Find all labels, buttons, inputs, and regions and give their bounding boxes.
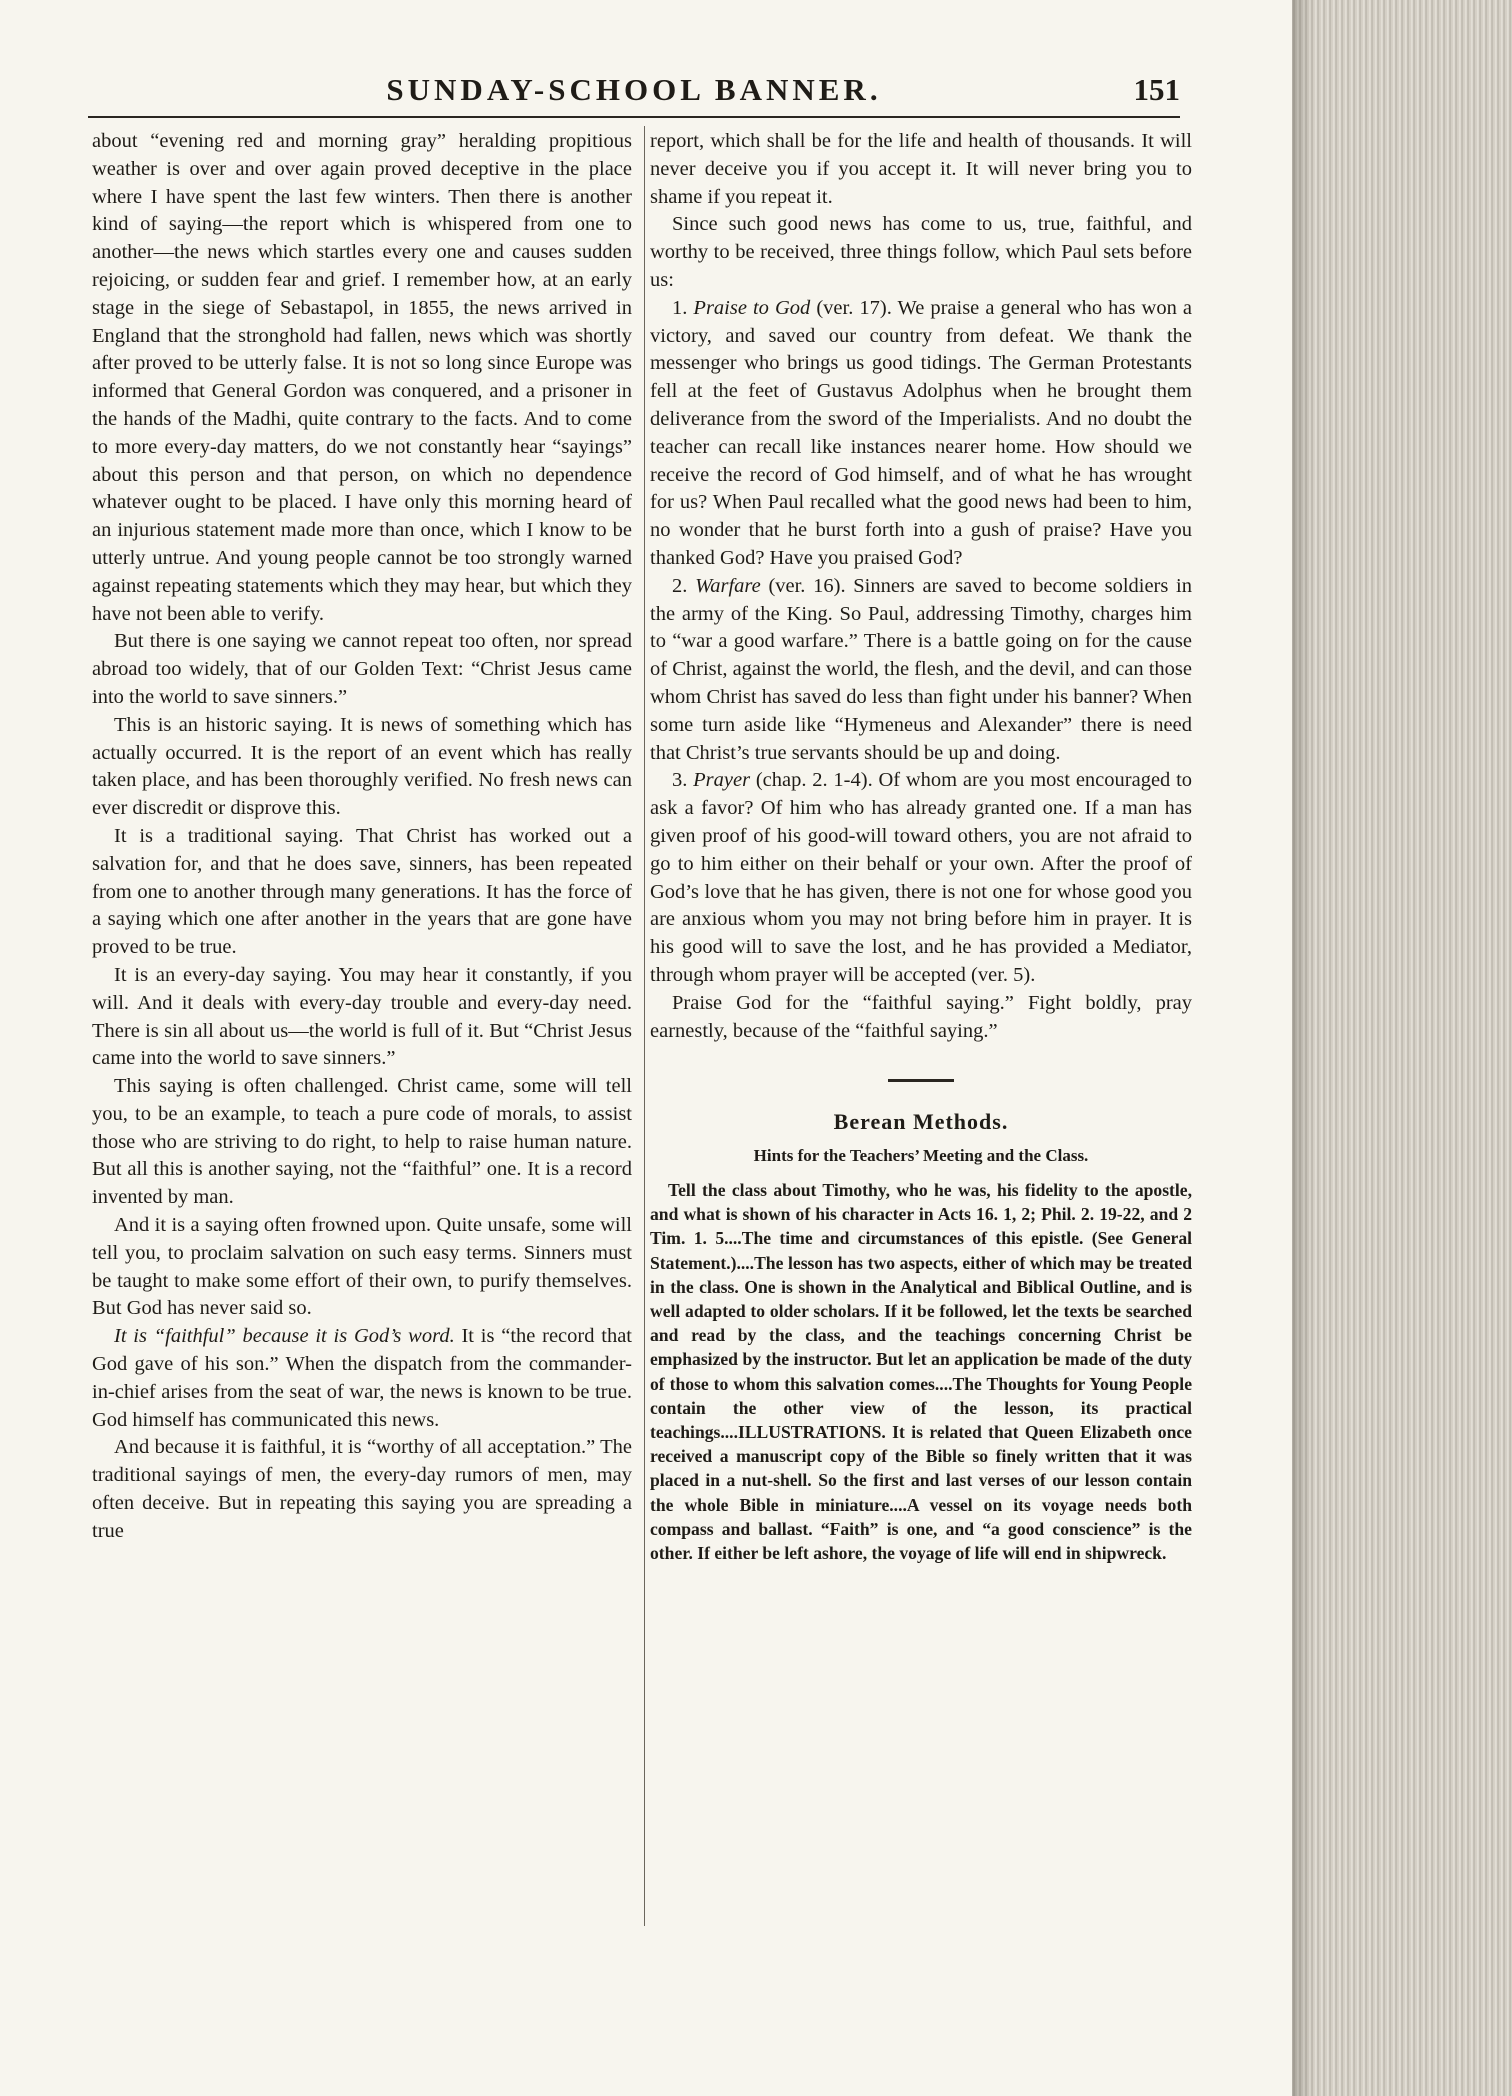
numbered-point [650, 573, 1192, 768]
point-text: (ver. 17). We praise a general who has won a victory, and saved our country from defeat. We thank the messenger who brings us good tidings. The German Protestants fell at the feet of Gustavus Adolphus when he brought them deliverance from the sword of the Imperialists. And no doubt the teacher can recall like instances nearer home. How should we receive the record of God himself, and of what he has wrought for us? When Paul recalled what the good news had been to him, no wonder that he burst forth into a gush of praise? Have you thanked God? Have you praised God? [650, 296, 1192, 569]
point-text: (ver. 16). Sinners are saved to become soldiers in the army of the King. So Paul, addressing Timothy, charges him to “war a good warfare.” There is a battle going on for the cause of Christ, against the world, the flesh, and the devil, and can those whom Christ has saved do less than fight under his banner? When some turn aside like “Hymeneus and Alexander” there is need that Christ’s true servants should be up and doing. [650, 574, 1192, 764]
paragraph: And because it is faithful, it is “worthy of all acceptation.” The traditional sayings of men, the every-day rumors of men, may often deceive. But in repeating this saying you are spreading a true [92, 1436, 632, 1542]
running-title: SUNDAY-SCHOOL BANNER. [386, 72, 882, 107]
paragraph: And it is a saying often frowned upon. Quite unsafe, some will tell you, to proclaim salvation on such easy terms. Sinners must be taught to make some effort of their own, to purify themselves. But God has never said so. [92, 1214, 632, 1320]
point-text: (chap. 2. 1-4). Of whom are you most encouraged to ask a favor? Of him who has already granted one. If a man has given proof of his good-will toward others, you are not afraid to go to him either on their behalf or your own. After the proof of God’s love that he has given, there is not one for whose good you are anxious whom you may not bring before him in prayer. It is his good will to save the lost, and he has provided a Mediator, through whom prayer will be accepted (ver. 5). [650, 769, 1193, 986]
point-lead: Praise to God [693, 296, 811, 319]
section-divider [888, 1079, 954, 1082]
page-number: 151 [1133, 72, 1180, 107]
paragraph: This is an historic saying. It is news of something which has actually occurred. It is the report of an event which has really taken place, and has been thoroughly verified. No fresh news can ever discredit or disprove this. [92, 713, 632, 820]
paragraph-text: It is “the record that God gave of his son.” When the dispatch from the commander-in-chief arises from the seat of war, the news is known to be true. God himself has communicated this news. [92, 1325, 632, 1431]
page-header [88, 70, 1180, 118]
point-number: 3. [672, 769, 688, 792]
paragraph: This saying is often challenged. Christ came, some will tell you, to be an example, to teach a pure code of morals, to assist those who are striving to do right, to help to raise human nature. But all this is another saying, not the “faithful” one. It is a record invented by man. [92, 1075, 632, 1209]
paragraph [92, 1323, 632, 1434]
numbered-point [650, 767, 1192, 989]
paragraph: But there is one saying we cannot repeat too often, nor spread abroad too widely, that of our Golden Text: “Christ Jesus came into the world to save sinners.” [92, 630, 632, 708]
paragraph: Since such good news has come to us, true, faithful, and worthy to be received, three things follow, which Paul sets before us: [650, 213, 1192, 291]
paragraph: about “evening red and morning gray” heralding propitious weather is over and over again proved deceptive in the place where I have spent the last few winters. Then there is another kind of saying—the report which is whispered from one to another—the news which startles every one and causes sudden rejoicing, or sudden fear and grief. I remember how, at an early stage in the siege of Sebastapol, in 1855, the news arrived in England that the stronghold had fallen, news which was shortly after proved to be utterly false. It is not so long since Europe was informed that General Gordon was conquered, and a prisoner in the hands of the Madhi, quite contrary to the facts. And to come to more every-day matters, do we not constantly hear “sayings” about this person and that person, on which no dependence whatever ought to be placed. I have only this morning heard of an injurious statement made more than once, which I know to be utterly untrue. And young people cannot be too strongly warned against repeating statements which they may hear, but which they have not been able to verify. [92, 130, 632, 625]
point-lead: Warfare [695, 574, 761, 597]
section-title: Berean Methods. [833, 1109, 1009, 1135]
point-lead: Prayer [693, 769, 751, 792]
book-page-edges [1290, 0, 1512, 2096]
italic-lead: It is “faithful” because it is God’s word. [114, 1325, 455, 1348]
point-number: 2. [672, 574, 688, 597]
methods-paragraph: Tell the class about Timothy, who he was, his fidelity to the apostle, and what is shown of his character in Acts 16. 1, 2; Phil. 2. 19-22, and 2 Tim. 1. 5....The time and circumstances of this epistle. (See General Statement.)....The lesson has two aspects, either of which may be treated in the class. One is shown in the Analytical and Biblical Outline, and is well adapted to older scholars. If it be followed, let the texts be searched and read by the class, and the teachings concerning Christ be emphasized by the instructor. But let an application be made of the duty of those to whom this salvation comes....The Thoughts for Young People contain the other view of the lesson, its practical teachings....ILLUSTRATIONS. It is related that Queen Elizabeth once received a manuscript copy of the Bible so finely written that it was placed in a nut-shell. So the first and last verses of our lesson contain the whole Bible in miniature....A vessel on its voyage needs both compass and ballast. “Faith” is one, and “a good conscience” is the other. If either be left ashore, the voyage of life will end in shipwreck. [650, 1179, 1192, 1563]
methods-section [650, 1178, 1192, 1565]
right-column [650, 128, 1192, 1565]
paragraph: Praise God for the “faithful saying.” Fight boldly, pray earnestly, because of the “faithful saying.” [650, 991, 1192, 1042]
point-number: 1. [672, 296, 688, 319]
paragraph: report, which shall be for the life and health of thousands. It will never deceive you if you accept it. It will never bring you to shame if you repeat it. [650, 130, 1192, 208]
section-subtitle: Hints for the Teachers’ Meeting and the Class. [753, 1146, 1089, 1166]
left-column [92, 128, 632, 1546]
numbered-point [650, 295, 1192, 573]
column-rule [644, 126, 645, 1926]
paragraph: It is an every-day saying. You may hear it constantly, if you will. And it deals with every-day trouble and every-day need. There is sin all about us—the world is full of it. But “Christ Jesus came into the world to save sinners.” [92, 963, 632, 1070]
paragraph: It is a traditional saying. That Christ has worked out a salvation for, and that he does save, sinners, has been repeated from one to another through many generations. It has the force of a saying which one after another in the years that are gone have proved to be true. [92, 824, 632, 959]
